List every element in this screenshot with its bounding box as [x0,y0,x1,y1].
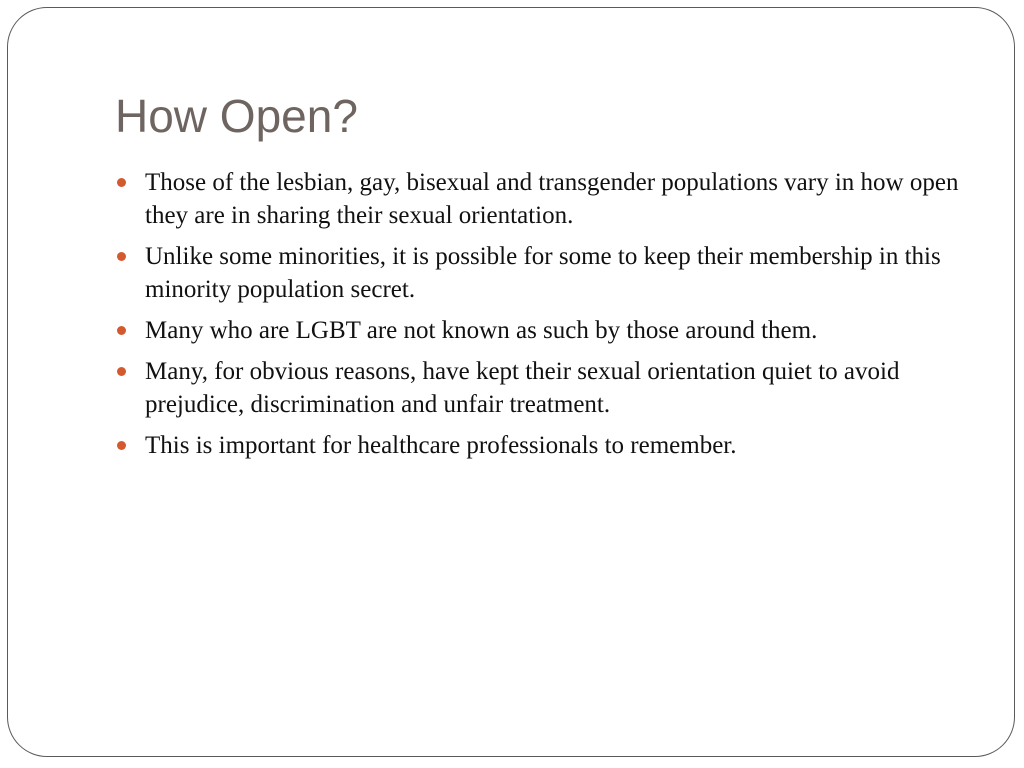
bullet-text: Many, for obvious reasons, have kept their sexual orientation quiet to avoid prejudice, discrimination and unfair treatment. [145,358,900,418]
bullet-text: Unlike some minorities, it is possible for some to keep their membership in this minority population secret. [145,243,941,303]
bullet-item [113,166,963,232]
bullet-dot-icon [117,252,126,261]
bullet-dot-icon [117,178,126,187]
slide-canvas [7,7,1015,757]
bullet-text: Many who are LGBT are not known as such by those around them. [145,317,818,344]
bullet-dot-icon [117,326,126,335]
bullet-item [113,314,963,347]
bullet-item [113,429,963,462]
bullet-text: This is important for healthcare professionals to remember. [145,432,737,459]
bullet-dot-icon [117,441,126,450]
bullet-dot-icon [117,367,126,376]
bullet-list [113,166,963,470]
slide-title: How Open? [115,90,358,142]
bullet-item [113,355,963,421]
bullet-item [113,240,963,306]
bullet-text: Those of the lesbian, gay, bisexual and transgender populations vary in how open they are in sharing their sexual orientation. [145,169,959,229]
